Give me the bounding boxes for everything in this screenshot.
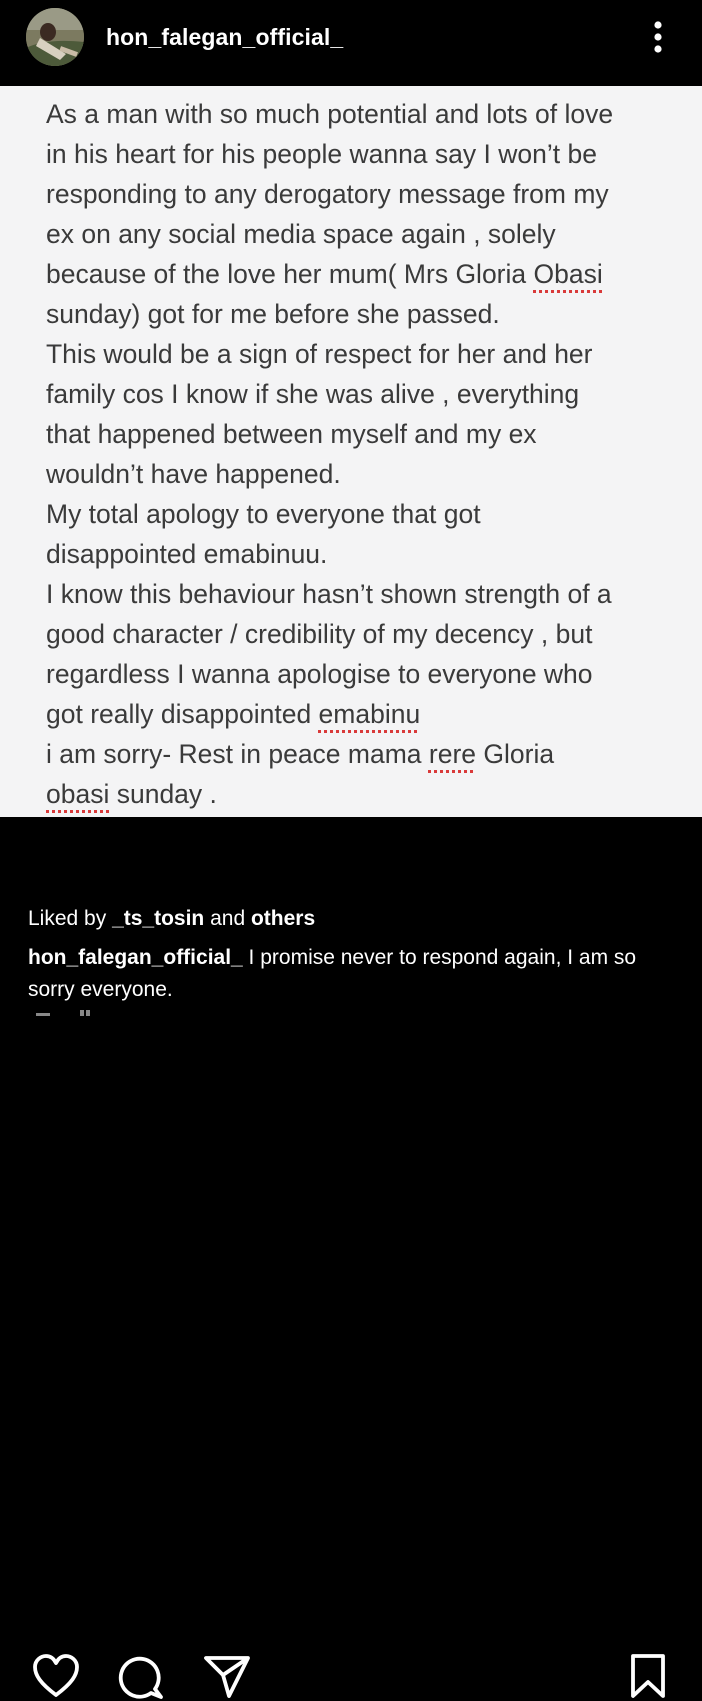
post-text-line — [46, 454, 686, 494]
post-text-line — [46, 94, 686, 134]
heart-icon[interactable] — [32, 1653, 80, 1699]
misspelled-word: Obasi — [533, 259, 603, 289]
post-text-line — [46, 654, 686, 694]
post-text-segment: family cos I know if she was alive , everything — [46, 379, 580, 409]
post-text-segment: My total apology to everyone that got — [46, 499, 481, 529]
post-text-line — [46, 334, 686, 374]
post-text-segment: sunday . — [109, 779, 217, 809]
action-bar — [0, 817, 702, 907]
post-text-segment: responding to any derogatory message from my — [46, 179, 609, 209]
post-text-line — [46, 774, 686, 814]
post-text-line — [46, 414, 686, 454]
caption-username[interactable]: hon_falegan_official_ — [28, 946, 243, 969]
post-text-segment: i am sorry- Rest in peace mama — [46, 739, 429, 769]
misspelled-word: emabinu — [318, 699, 421, 729]
liked-by-user[interactable]: _ts_tosin — [112, 907, 205, 930]
post-text-segment: As a man with so much potential and lots of love — [46, 99, 614, 129]
post-text-line — [46, 534, 686, 574]
post-text-line — [46, 374, 686, 414]
likes-prefix: Liked by — [28, 907, 113, 930]
likes-summary[interactable] — [28, 907, 315, 931]
likes-middle: and — [204, 907, 251, 930]
post-text-segment: ex on any social media space again , solely — [46, 219, 556, 249]
send-icon[interactable] — [203, 1653, 251, 1699]
avatar[interactable] — [26, 8, 84, 66]
post-text-segment: disappointed emabinuu. — [46, 539, 328, 569]
post-image[interactable] — [0, 86, 702, 817]
comment-icon[interactable] — [117, 1653, 165, 1701]
bookmark-icon[interactable] — [628, 1653, 668, 1699]
post-text-line — [46, 694, 686, 734]
post-text-segment: wouldn’t have happened. — [46, 459, 341, 489]
misspelled-word: obasi — [46, 779, 110, 809]
more-vertical-icon[interactable] — [646, 20, 670, 56]
post-text-segment: This would be a sign of respect for her and her — [46, 339, 593, 369]
post-text-line — [46, 214, 686, 254]
misspelled-word: rere — [428, 739, 477, 769]
caption — [28, 942, 678, 1006]
post-text-segment: because of the love her mum( Mrs Gloria — [46, 259, 534, 289]
post-text-line — [46, 734, 686, 774]
post-text-segment: I know this behaviour hasn’t shown strength of a — [46, 579, 612, 609]
header-username[interactable]: hon_falegan_official_ — [106, 24, 344, 50]
post-text-segment: in his heart for his people wanna say I won’t be — [46, 139, 597, 169]
post-header — [0, 0, 702, 86]
caption-text: I promise never to respond again, I am so sorry everyone. — [28, 946, 637, 1001]
post-text-line — [46, 294, 686, 334]
more-comments-fragment — [36, 1010, 96, 1016]
post-text-segment: sunday) got for me before she passed. — [46, 299, 500, 329]
post-text — [46, 94, 686, 814]
post-text-line — [46, 494, 686, 534]
post-text-line — [46, 134, 686, 174]
post-text-segment: regardless I wanna apologise to everyone who — [46, 659, 593, 689]
post-text-segment: good character / credibility of my decency , but — [46, 619, 593, 649]
post-text-segment: that happened between myself and my ex — [46, 419, 537, 449]
post-text-segment: Gloria — [476, 739, 555, 769]
post-text-line — [46, 614, 686, 654]
post-text-line — [46, 574, 686, 614]
post-text-line — [46, 174, 686, 214]
likes-others[interactable]: others — [250, 907, 316, 930]
post-text-line — [46, 254, 686, 294]
post-text-segment: got really disappointed — [46, 699, 319, 729]
